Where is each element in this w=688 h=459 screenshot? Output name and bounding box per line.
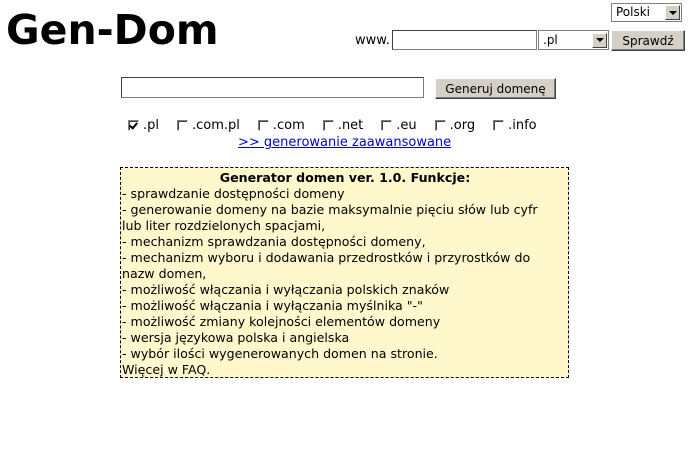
info-title: Generator domen ver. 1.0. Funkcje:: [219, 170, 471, 185]
generate-button[interactable]: Generuj domenę: [435, 78, 556, 99]
tld-label: .info: [508, 118, 537, 133]
info-line: - sprawdzanie dostępności domeny: [122, 186, 345, 201]
tld-option-info[interactable]: [493, 118, 537, 133]
features-info-box: [120, 167, 569, 378]
tld-checkbox-row: [128, 118, 537, 133]
info-line: - możliwość zmiany kolejności elementów domeny: [122, 314, 441, 329]
domain-input[interactable]: [392, 30, 537, 50]
chevron-down-icon[interactable]: [592, 33, 607, 48]
language-select-value: Polski: [616, 5, 651, 19]
tld-label: .com.pl: [192, 118, 240, 133]
info-line: - wybór ilości wygenerowanych domen na stronie.: [122, 346, 438, 361]
info-line: - wersja językowa polska i angielska: [122, 330, 350, 345]
info-line: - generowanie domeny na bazie maksymalnie pięciu słów lub cyfr: [122, 202, 538, 217]
chevron-down-icon[interactable]: [665, 5, 680, 20]
info-line: nazw domen,: [122, 266, 207, 281]
www-label: www.: [355, 33, 390, 48]
advanced-generation-link[interactable]: >> generowanie zaawansowane: [238, 135, 452, 150]
tld-label: .eu: [396, 118, 417, 133]
language-select[interactable]: [611, 3, 682, 22]
tld-checkbox[interactable]: [493, 120, 504, 131]
site-logo: Gen-Dom: [6, 6, 219, 54]
tld-option-net[interactable]: [323, 118, 363, 133]
info-line: lub liter rozdzielonych spacjami,: [122, 218, 326, 233]
info-line: - możliwość włączania i wyłączania polskich znaków: [122, 282, 450, 297]
tld-option-org[interactable]: [435, 118, 475, 133]
info-line: - możliwość włączania i wyłączania myślnika "-": [122, 298, 423, 313]
generator-input[interactable]: [121, 77, 424, 98]
tld-checkbox[interactable]: [435, 120, 446, 131]
tld-label: .pl: [143, 118, 159, 133]
tld-checkbox[interactable]: [128, 120, 139, 131]
tld-select[interactable]: [538, 30, 609, 50]
tld-option-pl[interactable]: [128, 118, 159, 133]
tld-checkbox[interactable]: [323, 120, 334, 131]
tld-checkbox[interactable]: [177, 120, 188, 131]
tld-option-com-pl[interactable]: [177, 118, 240, 133]
tld-option-com[interactable]: [258, 118, 305, 133]
info-line: Więcej w FAQ.: [122, 362, 211, 377]
tld-label: .com: [272, 118, 305, 133]
tld-option-eu[interactable]: [381, 118, 416, 133]
tld-checkbox[interactable]: [258, 120, 269, 131]
info-line: - mechanizm sprawdzania dostępności domeny,: [122, 234, 426, 249]
tld-select-value: .pl: [543, 32, 558, 47]
tld-checkbox[interactable]: [381, 120, 392, 131]
tld-label: .net: [337, 118, 364, 133]
info-line: - mechanizm wyboru i dodawania przedrostków i przyrostków do: [122, 250, 531, 265]
check-button[interactable]: Sprawdź: [611, 30, 685, 51]
tld-label: .org: [449, 118, 476, 133]
